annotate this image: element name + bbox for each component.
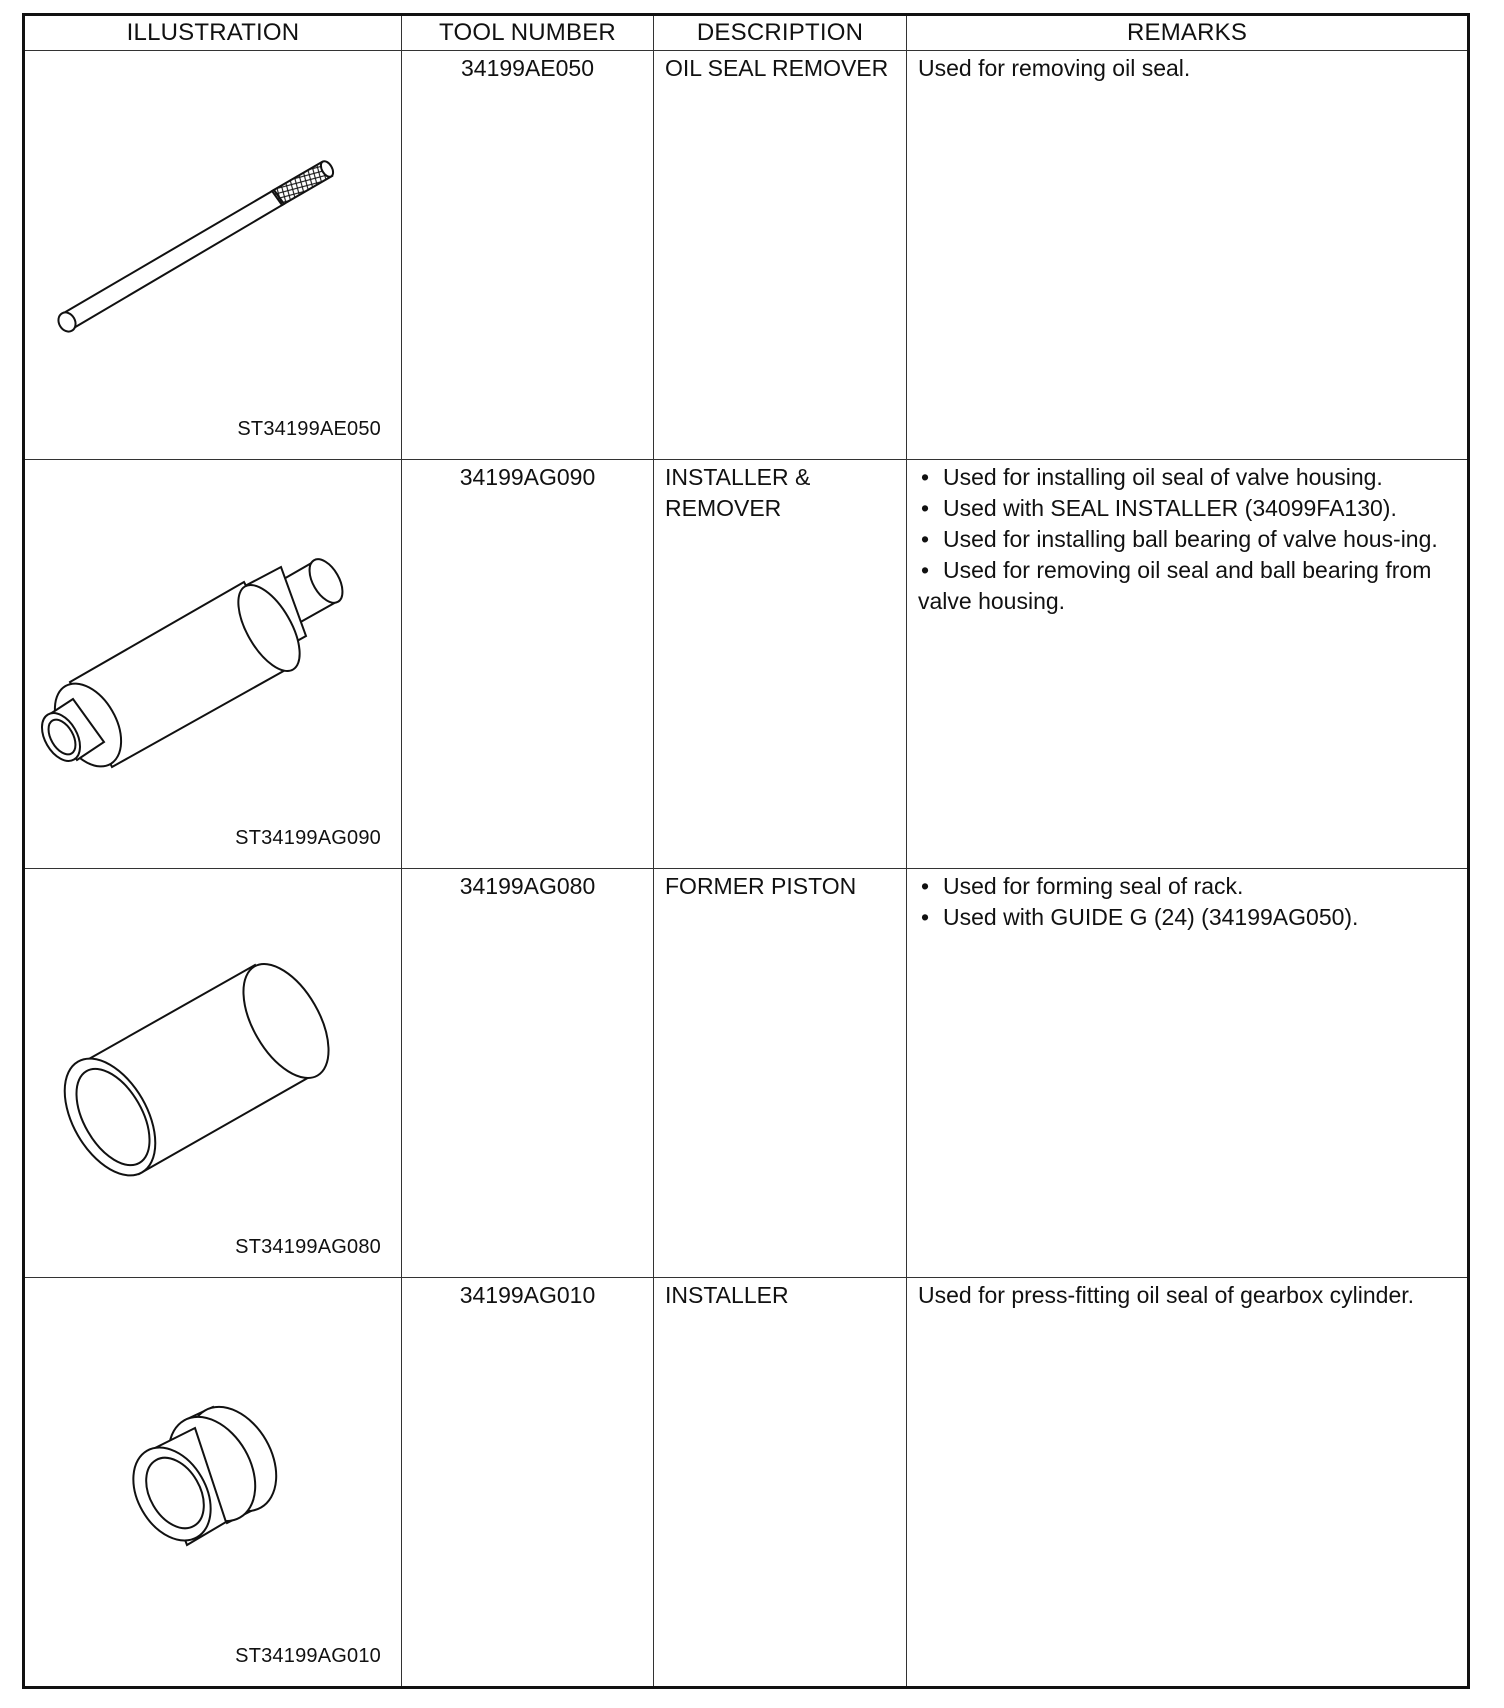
tool-remarks — [907, 869, 1469, 1278]
illustration-code: ST34199AG080 — [235, 1236, 381, 1258]
bullet-icon: • — [921, 557, 930, 583]
installer-flanged-bushing-icon — [25, 1278, 403, 1684]
remark-text: Used with GUIDE G (24) (34199AG050). — [943, 904, 1359, 930]
remark-item — [918, 524, 1461, 555]
remark-text: Used with SEAL INSTALLER (34099FA130). — [943, 495, 1397, 521]
oil-seal-remover-rod-icon — [25, 51, 403, 457]
tool-description: FORMER PISTON — [654, 869, 907, 1278]
illustration-cell — [24, 869, 402, 1278]
illustration-cell — [24, 1278, 402, 1688]
bullet-icon: • — [921, 904, 930, 930]
tool-description: INSTALLER — [654, 1278, 907, 1688]
tool-remarks — [907, 51, 1469, 460]
bullet-icon: • — [921, 464, 930, 490]
tool-number: 34199AE050 — [402, 51, 654, 460]
bullet-icon: • — [921, 495, 930, 521]
tool-number: 34199AG090 — [402, 460, 654, 869]
remark-text: Used for press-fitting oil seal of gearbox cylinder. — [918, 1282, 1415, 1308]
tool-number: 34199AG080 — [402, 869, 654, 1278]
remark-item — [918, 493, 1461, 524]
remark-text: Used for removing oil seal. — [918, 55, 1191, 81]
former-piston-tube-icon — [25, 869, 403, 1275]
header-row — [24, 15, 1469, 51]
remark-item — [918, 871, 1461, 902]
header-description: DESCRIPTION — [654, 15, 907, 51]
remark-list — [918, 871, 1461, 933]
remark-item — [918, 555, 1461, 617]
header-illustration: ILLUSTRATION — [24, 15, 402, 51]
header-tool-number: TOOL NUMBER — [402, 15, 654, 51]
remark-text: Used for forming seal of rack. — [943, 873, 1244, 899]
tool-number: 34199AG010 — [402, 1278, 654, 1688]
tool-description: OIL SEAL REMOVER — [654, 51, 907, 460]
tool-remarks — [907, 460, 1469, 869]
remark-item — [918, 462, 1461, 493]
illustration-code: ST34199AG010 — [235, 1645, 381, 1667]
table-row — [24, 51, 1469, 460]
special-tools-table — [22, 13, 1470, 1689]
illustration-cell — [24, 460, 402, 869]
illustration-code: ST34199AG090 — [235, 827, 381, 849]
remark-text: Used for removing oil seal and ball bearing from valve housing. — [918, 557, 1432, 614]
remark-text: Used for installing oil seal of valve housing. — [943, 464, 1383, 490]
table-row — [24, 869, 1469, 1278]
remark-item — [918, 902, 1461, 933]
table-row — [24, 460, 1469, 869]
illustration-code: ST34199AE050 — [237, 418, 381, 440]
illustration-cell — [24, 51, 402, 460]
tool-description: INSTALLER & REMOVER — [654, 460, 907, 869]
table-row — [24, 1278, 1469, 1688]
installer-remover-cylinder-icon — [25, 460, 403, 866]
bullet-icon: • — [921, 526, 930, 552]
remark-text: Used for installing ball bearing of valve hous-ing. — [943, 526, 1438, 552]
header-remarks: REMARKS — [907, 15, 1469, 51]
remark-list — [918, 462, 1461, 617]
bullet-icon: • — [921, 873, 930, 899]
tool-remarks — [907, 1278, 1469, 1688]
